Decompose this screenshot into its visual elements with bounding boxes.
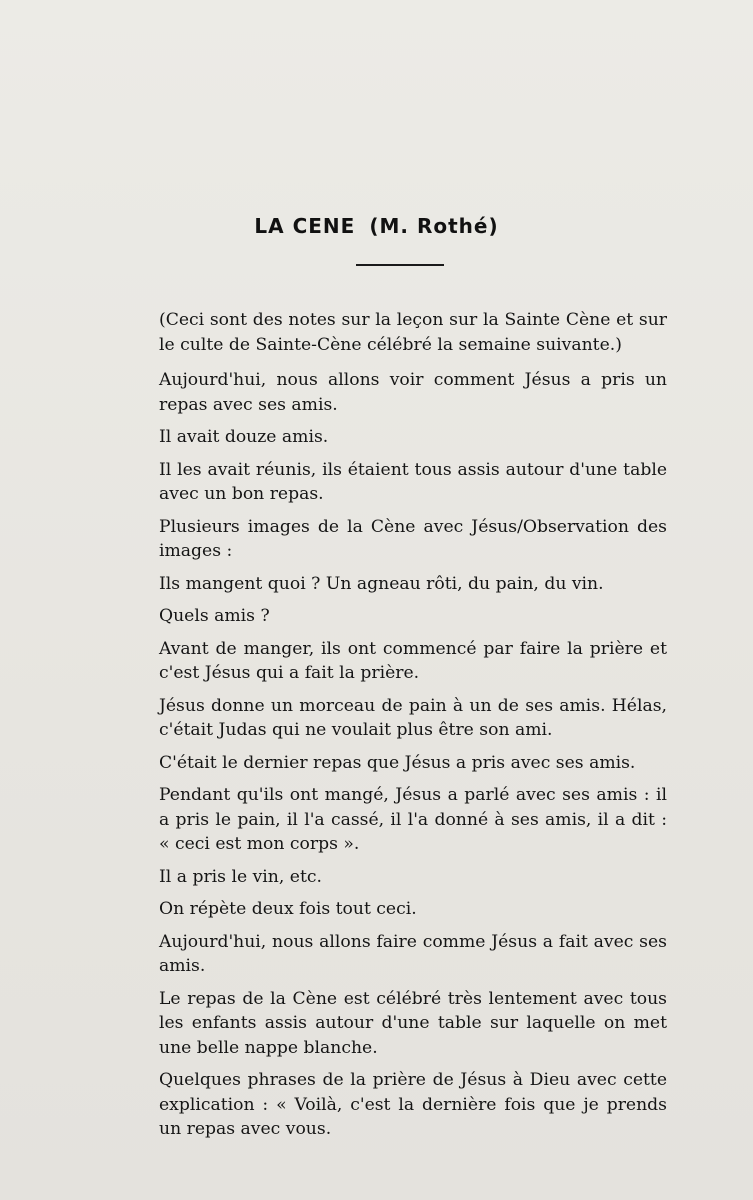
- paragraph: Pendant qu'ils ont mangé, Jésus a parlé avec ses amis : il a pris le pain, il l'a cassé, il l'a donné à ses amis, il a dit : « ceci est mon corps ».: [159, 785, 667, 854]
- paragraph: Il a pris le vin, etc.: [159, 866, 322, 887]
- paragraph: Aujourd'hui, nous allons voir comment Jésus a pris un repas avec ses amis.: [159, 370, 667, 415]
- paragraph: Il les avait réunis, ils étaient tous assis autour d'une table avec un bon repas.: [159, 459, 667, 504]
- title-author: (M. Rothé): [369, 214, 499, 238]
- paragraph: Le repas de la Cène est célébré très lentement avec tous les enfants assis autour d'une table sur laquelle on met une belle nappe blanche.: [159, 988, 667, 1058]
- title-main: LA CENE: [254, 214, 356, 238]
- title-underline: [356, 264, 444, 266]
- paragraph: Quels amis ?: [159, 606, 270, 626]
- paragraph: Jésus donne un morceau de pain à un de ses amis. Hélas, c'était Judas qui ne voulait plus être son ami.: [159, 695, 667, 740]
- document-body: [159, 308, 667, 1150]
- paragraph: Quelques phrases de la prière de Jésus à Dieu avec cette explication : « Voilà, c'est la dernière fois que je prends un repas avec vous.: [159, 1070, 667, 1139]
- paragraph: C'était le dernier repas que Jésus a pris avec ses amis.: [159, 752, 636, 773]
- paragraph: Aujourd'hui, nous allons faire comme Jésus a fait avec ses amis.: [159, 931, 667, 976]
- paragraph: Il avait douze amis.: [159, 427, 329, 447]
- paragraph: Avant de manger, ils ont commencé par faire la prière et c'est Jésus qui a fait la prière.: [159, 638, 667, 683]
- paragraph: Ils mangent quoi ? Un agneau rôti, du pain, du vin.: [159, 573, 604, 594]
- paragraph: (Ceci sont des notes sur la leçon sur la Sainte Cène et sur le culte de Sainte-Cène célébré la semaine suivante.): [159, 310, 667, 355]
- paragraph: On répète deux fois tout ceci.: [159, 899, 417, 919]
- paragraph: Plusieurs images de la Cène avec Jésus/Observation des images :: [159, 516, 667, 561]
- page-title: [0, 214, 753, 238]
